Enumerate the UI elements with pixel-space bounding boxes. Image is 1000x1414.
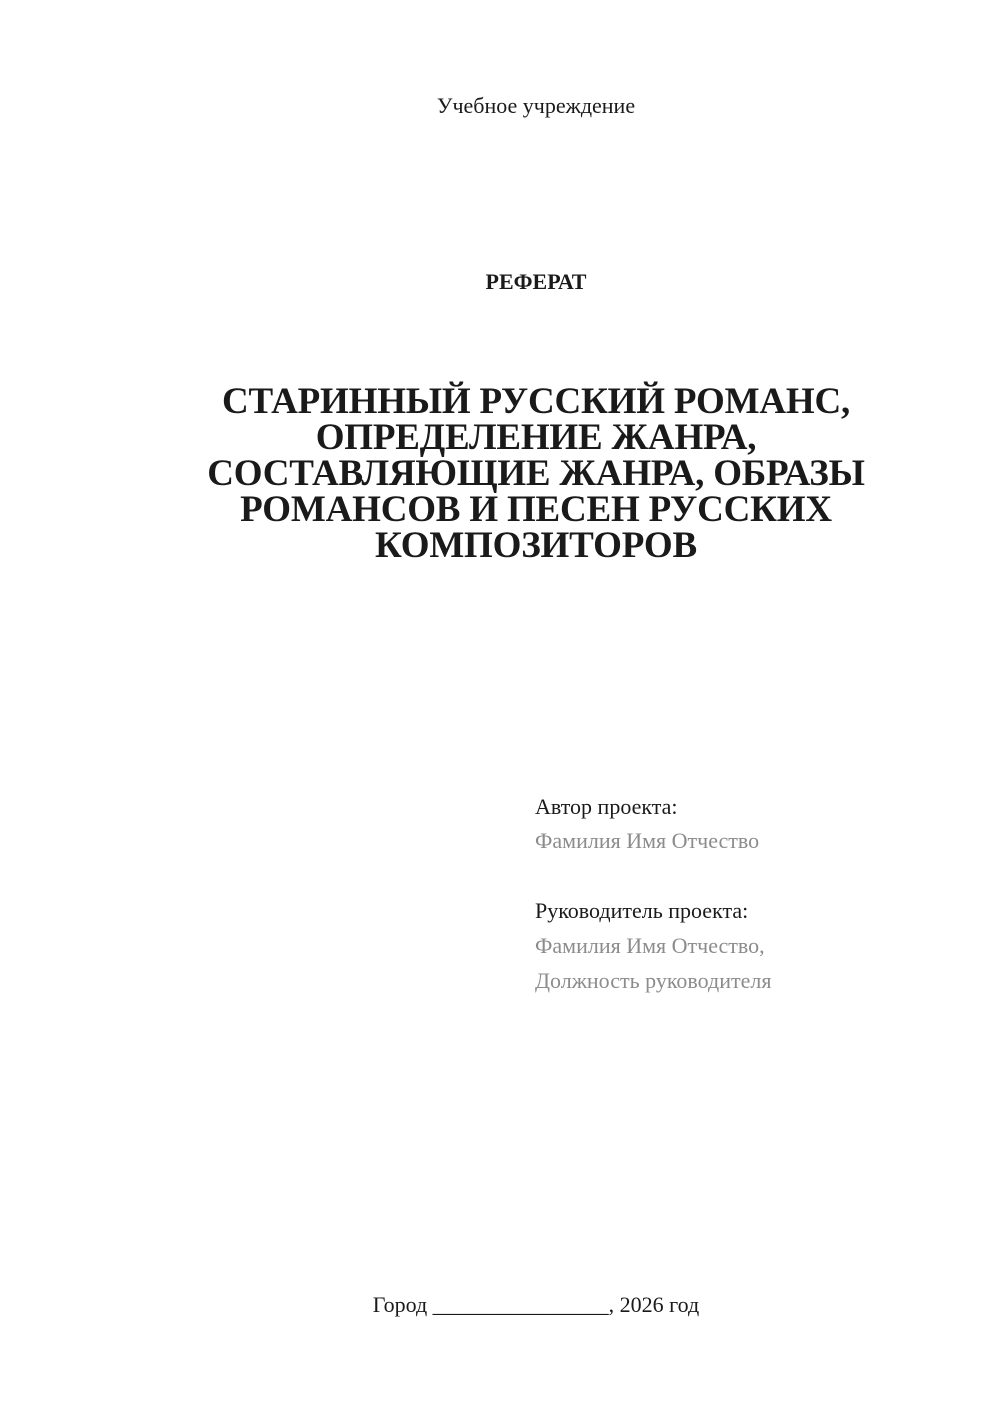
institution-name: Учебное учреждение: [436, 93, 636, 118]
supervisor-label: Руководитель проекта:: [535, 898, 749, 923]
supervisor-position-placeholder: Должность руководителя: [535, 968, 772, 993]
supervisor-name-placeholder: Фамилия Имя Отчество,: [535, 933, 765, 958]
author-name-placeholder: Фамилия Имя Отчество: [535, 828, 760, 853]
document-type-heading: РЕФЕРАТ: [485, 269, 587, 294]
author-block: [535, 790, 975, 858]
title-line: СТАРИННЫЙ РУССКИЙ РОМАНС,: [221, 381, 851, 422]
title-line: СОСТАВЛЯЮЩИЕ ЖАНРА, ОБРАЗЫ: [207, 453, 865, 494]
document-title: [160, 381, 912, 566]
title-line: КОМПОЗИТОРОВ: [375, 525, 697, 566]
supervisor-block: [535, 893, 975, 998]
title-line: ОПРЕДЕЛЕНИЕ ЖАНРА,: [315, 417, 757, 458]
city-year-line: Город ________________, 2026 год: [372, 1292, 700, 1317]
title-line: РОМАНСОВ И ПЕСЕН РУССКИХ: [240, 489, 832, 530]
author-label: Автор проекта:: [535, 794, 678, 819]
